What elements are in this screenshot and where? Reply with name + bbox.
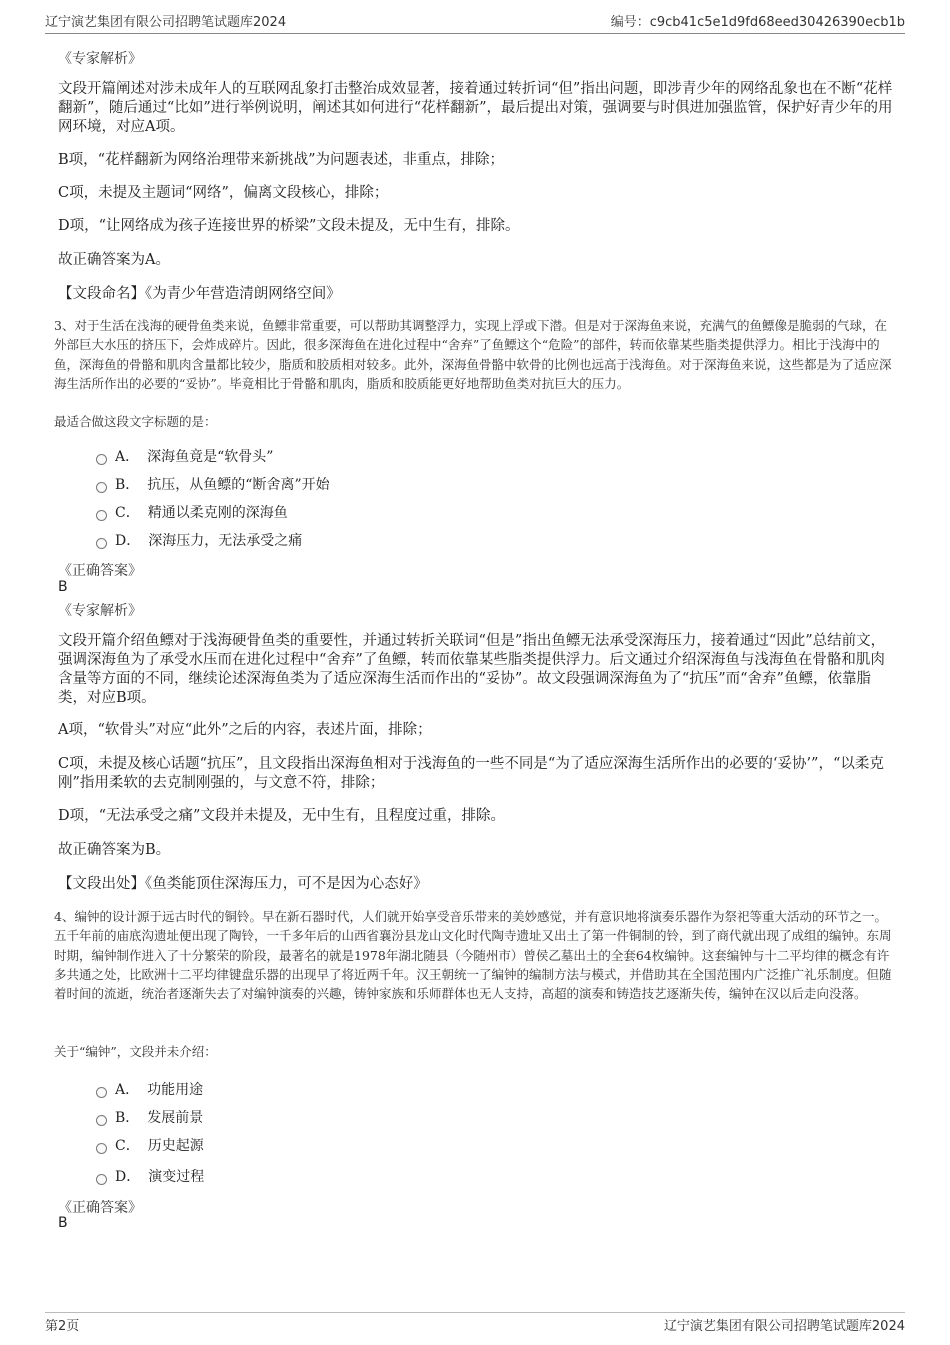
question-4-option-b[interactable]: B． 发展前景 [96, 1106, 203, 1128]
option-b-analysis: B项，“花样翻新为网络治理带来新挑战”为问题表述，非重点，排除； [58, 152, 504, 168]
question-4-option-a[interactable]: A． 功能用途 [96, 1078, 203, 1100]
question-3-prompt: 最适合做这段文字标题的是： [54, 414, 217, 429]
radio-icon[interactable] [96, 510, 107, 521]
expert-analysis-label: 《专家解析》 [58, 603, 142, 619]
option-d-analysis: D项，“无法承受之痛”文段并未提及，无中生有，且程度过重，排除。 [58, 808, 505, 824]
answer-conclusion: 故正确答案为B。 [58, 842, 171, 858]
radio-icon[interactable] [96, 1174, 107, 1185]
answer-conclusion: 故正确答案为A。 [58, 252, 170, 268]
option-d-analysis: D项，“让网络成为孩子连接世界的桥梁”文段未提及，无中生有，排除。 [58, 218, 520, 234]
header-doc-id: 编号：c9cb41c5e1d9fd68eed30426390ecb1b [610, 15, 905, 30]
page-footer [45, 1312, 905, 1334]
correct-answer-value: B [58, 1215, 68, 1231]
question-4-prompt: 关于“编钟”，文段并未介绍： [54, 1044, 217, 1059]
correct-answer-label: 《正确答案》 [58, 563, 142, 579]
passage-source: 【文段命名】《为青少年营造清朗网络空间》 [58, 286, 341, 302]
radio-icon[interactable] [96, 538, 107, 549]
correct-answer-value: B [58, 579, 68, 595]
option-a-analysis: A项，“软骨头”对应“此外”之后的内容，表述片面，排除； [58, 722, 432, 738]
radio-icon[interactable] [96, 482, 107, 493]
question-3-text: 3、对于生活在浅海的硬骨鱼类来说，鱼鳔非常重要，可以帮助其调整浮力，实现上浮或下潜。但是对于深海鱼来说，充满气的鱼鳔像是脆弱的气球，在外部巨大水压的挤压下，会炸成碎片。因此，很多深海鱼在进化过程中“舍弃”了鱼鳔这个“危险”的部件，转而依靠某些脂类提供浮力。相比于浅海中的鱼，深海鱼的骨骼和肌肉含量都比较少，脂质和胶质相对较多。此外，深海鱼骨骼中软骨的比例也远高于浅海鱼。对于深海鱼来说，这些都是为了适应深海生活所作出的必要的“妥协”。毕竟相比于骨骼和肌肉，脂质和胶质能更好地帮助鱼类对抗巨大的压力。 [54, 318, 892, 391]
radio-icon[interactable] [96, 1115, 107, 1126]
question-3-option-c[interactable]: C． 精通以柔克刚的深海鱼 [96, 501, 288, 523]
question-3-option-d[interactable]: D． 深海压力，无法承受之痛 [96, 529, 302, 551]
radio-icon[interactable] [96, 454, 107, 465]
question-3-option-a[interactable]: A． 深海鱼竟是“软骨头” [96, 445, 273, 467]
header-title: 辽宁演艺集团有限公司招聘笔试题库2024 [45, 15, 287, 30]
footer-title: 辽宁演艺集团有限公司招聘笔试题库2024 [663, 1319, 905, 1334]
question-4-text: 4、编钟的设计源于远古时代的铜铃。早在新石器时代，人们就开始享受音乐带来的美妙感觉，并有意识地将演奏乐器作为祭祀等重大活动的环节之一。五千年前的庙底沟遗址便出现了陶铃，一千多年后的山西省襄汾县龙山文化时代陶寺遗址又出土了第一件铜制的铃，到了商代就出现了成组的编钟。东周时期，编钟制作进入了十分繁荣的阶段，最著名的就是1978年湖北随县（今随州市）曾侯乙墓出土的全套64枚编钟。这套编钟与十二平均律的概念有许多共通之处，比欧洲十二平均律键盘乐器的出现早了将近两千年。汉王朝统一了编钟的编制方法与模式，并借助其在全国范围内广泛推广礼乐制度。但随着时间的流逝，统治者逐渐失去了对编钟演奏的兴趣，铸钟家族和乐师群体也无人支持，高超的演奏和铸造技艺逐渐失传，编钟在汉以后走向没落。 [54, 909, 892, 1002]
question-3-option-b[interactable]: B． 抗压，从鱼鳔的“断舍离”开始 [96, 473, 330, 495]
expert-analysis-label: 《专家解析》 [58, 51, 142, 67]
passage-source: 【文段出处】《鱼类能顶住深海压力，可不是因为心态好》 [58, 876, 428, 892]
radio-icon[interactable] [96, 1087, 107, 1098]
option-c-analysis: C项，未提及核心话题“抗压”，且文段指出深海鱼相对于浅海鱼的一些不同是“为了适应深海生活所作出的必要的‘妥协’”，“以柔克刚”指用柔软的去克制刚强的，与文意不符，排除； [58, 756, 884, 791]
expert-analysis-text: 文段开篇阐述对涉未成年人的互联网乱象打击整治成效显著，接着通过转折词“但”指出问题，即涉青少年的网络乱象也在不断“花样翻新”，随后通过“比如”进行举例说明，阐述其如何进行“花样翻新”，最后提出对策，强调要与时俱进加强监管，保护好青少年的用网环境，对应A项。 [58, 81, 893, 135]
expert-analysis-text: 文段开篇介绍鱼鳔对于浅海硬骨鱼类的重要性，并通过转折关联词“但是”指出鱼鳔无法承受深海压力，接着通过“因此”总结前文，强调深海鱼为了承受水压而在进化过程中“舍弃”了鱼鳔，转而依靠某些脂类提供浮力。后文通过介绍深海鱼与浅海鱼在骨骼和肌肉含量等方面的不同，继续论述深海鱼类为了适应深海生活而作出的“妥协”。故文段强调深海鱼为了“抗压”而“舍弃”鱼鳔，依靠脂类，对应B项。 [58, 633, 886, 706]
option-c-analysis: C项，未提及主题词“网络”，偏离文段核心，排除； [58, 185, 389, 201]
question-4-option-d[interactable]: D． 演变过程 [96, 1165, 204, 1187]
page-number: 第2页 [45, 1319, 80, 1334]
question-4-option-c[interactable]: C． 历史起源 [96, 1134, 204, 1156]
page-header [45, 12, 905, 34]
radio-icon[interactable] [96, 1143, 107, 1154]
correct-answer-label: 《正确答案》 [58, 1200, 142, 1216]
